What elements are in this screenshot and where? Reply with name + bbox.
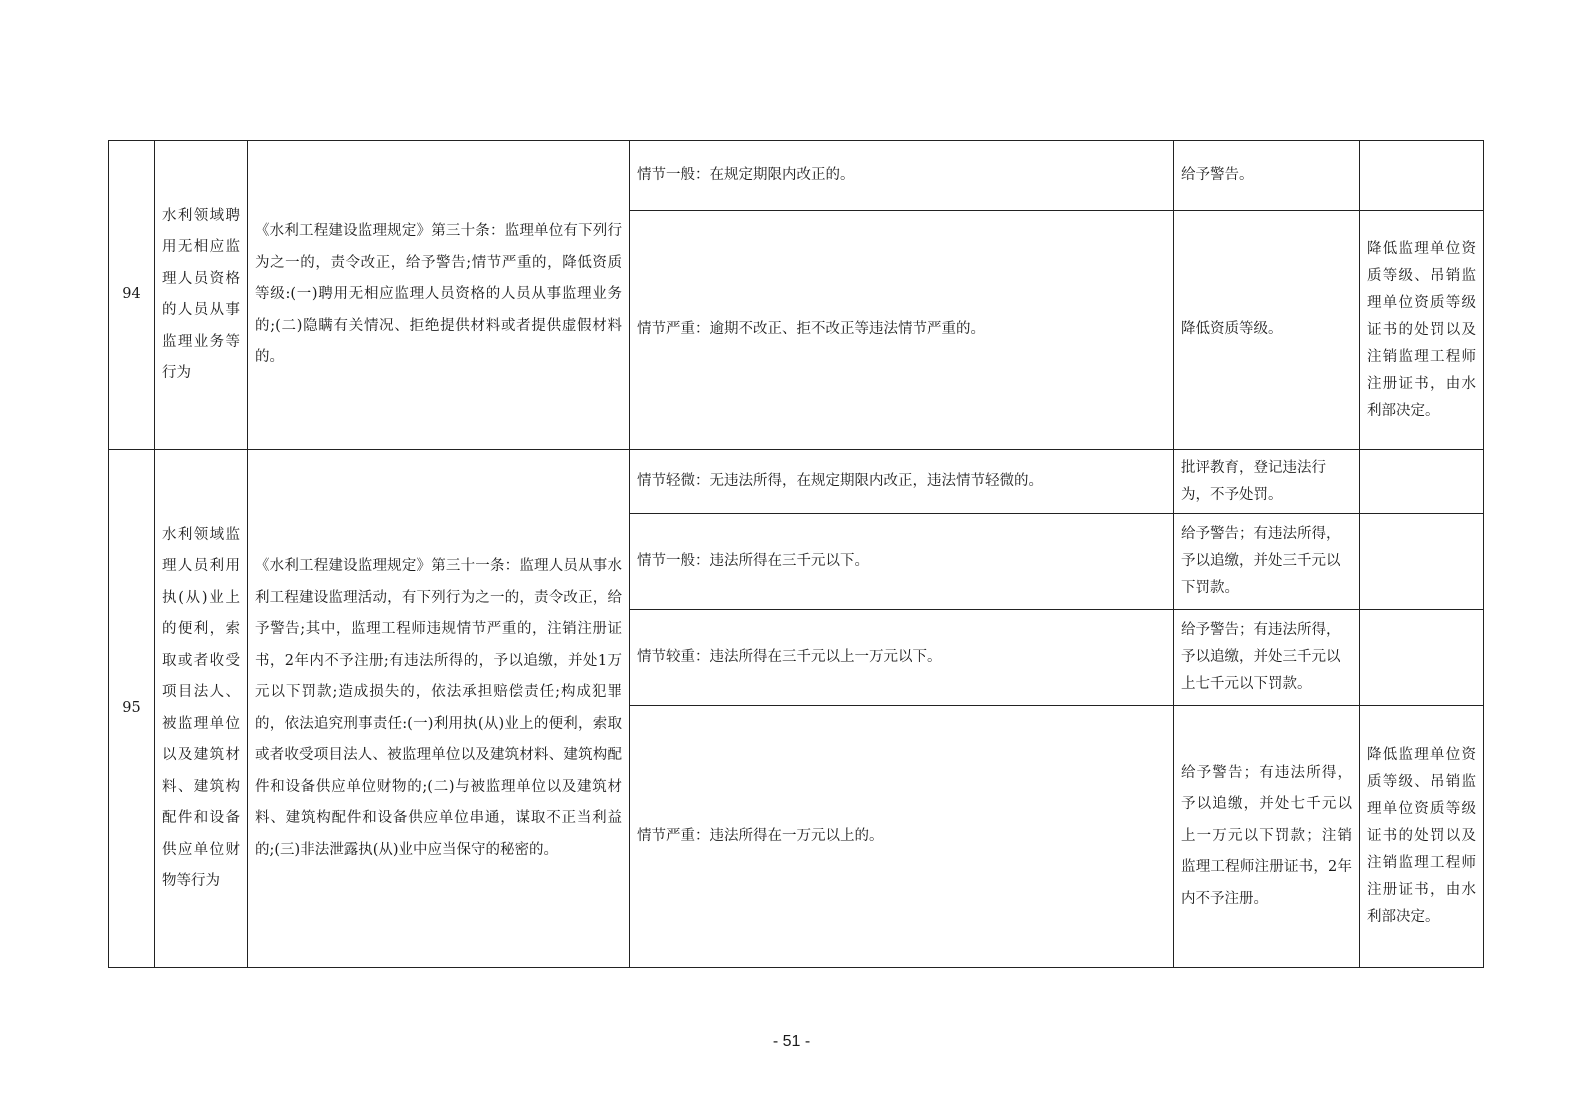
- legal-basis: 《水利工程建设监理规定》第三十一条：监理人员从事水利工程建设监理活动，有下列行为之一的，责令改正，给予警告;其中，监理工程师违规情节严重的，注销注册证书，2年内不予注册;有违法所得的，予以追缴，并处1万元以下罚款;造成损失的，依法承担赔偿责任;构成犯罪的，依法追究刑事责任:(一)利用执(从)业上的便利，索取或者收受项目法人、被监理单位以及建筑材料、建筑构配件和设备供应单位财物的;(二)与被监理单位以及建筑材料、建筑构配件和设备供应单位串通，谋取不正当利益的;(三)非法泄露执(从)业中应当保守的秘密的。: [248, 450, 630, 968]
- circumstance: 情节严重：逾期不改正、拒不改正等违法情节严重的。: [630, 211, 1174, 450]
- circumstance: 情节严重：违法所得在一万元以上的。: [630, 706, 1174, 968]
- page-number: - 51 -: [772, 1033, 811, 1050]
- item-number: 94: [109, 141, 155, 450]
- penalty-table: [108, 140, 1484, 968]
- legal-basis: 《水利工程建设监理规定》第三十条：监理单位有下列行为之一的，责令改正，给予警告;情节严重的，降低资质等级:(一)聘用无相应监理人员资格的人员从事监理业务的;(二)隐瞒有关情况、拒绝提供材料或者提供虚假材料的。: [248, 141, 630, 450]
- remark: [1360, 610, 1484, 706]
- remark: [1360, 514, 1484, 610]
- violation-behavior: 水利领域聘用无相应监理人员资格的人员从事监理业务等行为: [155, 141, 248, 450]
- remark: 降低监理单位资质等级、吊销监理单位资质等级证书的处罚以及注销监理工程师注册证书，由水利部决定。: [1360, 211, 1484, 450]
- circumstance: 情节一般：违法所得在三千元以下。: [630, 514, 1174, 610]
- table-row: [109, 141, 1484, 211]
- remark: [1360, 450, 1484, 514]
- circumstance: 情节轻微：无违法所得，在规定期限内改正，违法情节轻微的。: [630, 450, 1174, 514]
- penalty-standard: 给予警告；有违法所得，予以追缴，并处三千元以上七千元以下罚款。: [1174, 610, 1360, 706]
- penalty-standard: 降低资质等级。: [1174, 211, 1360, 450]
- circumstance: 情节较重：违法所得在三千元以上一万元以下。: [630, 610, 1174, 706]
- circumstance: 情节一般：在规定期限内改正的。: [630, 141, 1174, 211]
- penalty-standard: 给予警告；有违法所得，予以追缴，并处三千元以下罚款。: [1174, 514, 1360, 610]
- penalty-standard: 给予警告；有违法所得，予以追缴，并处七千元以上一万元以下罚款；注销监理工程师注册证书，2年内不予注册。: [1174, 706, 1360, 968]
- remark: [1360, 141, 1484, 211]
- table-row: [109, 450, 1484, 514]
- remark: 降低监理单位资质等级、吊销监理单位资质等级证书的处罚以及注销监理工程师注册证书，由水利部决定。: [1360, 706, 1484, 968]
- penalty-standard: 给予警告。: [1174, 141, 1360, 211]
- penalty-standard: 批评教育，登记违法行为，不予处罚。: [1174, 450, 1360, 514]
- item-number: 95: [109, 450, 155, 968]
- violation-behavior: 水利领域监理人员利用执(从)业上的便利，索取或者收受项目法人、被监理单位以及建筑材料、建筑构配件和设备供应单位财物等行为: [155, 450, 248, 968]
